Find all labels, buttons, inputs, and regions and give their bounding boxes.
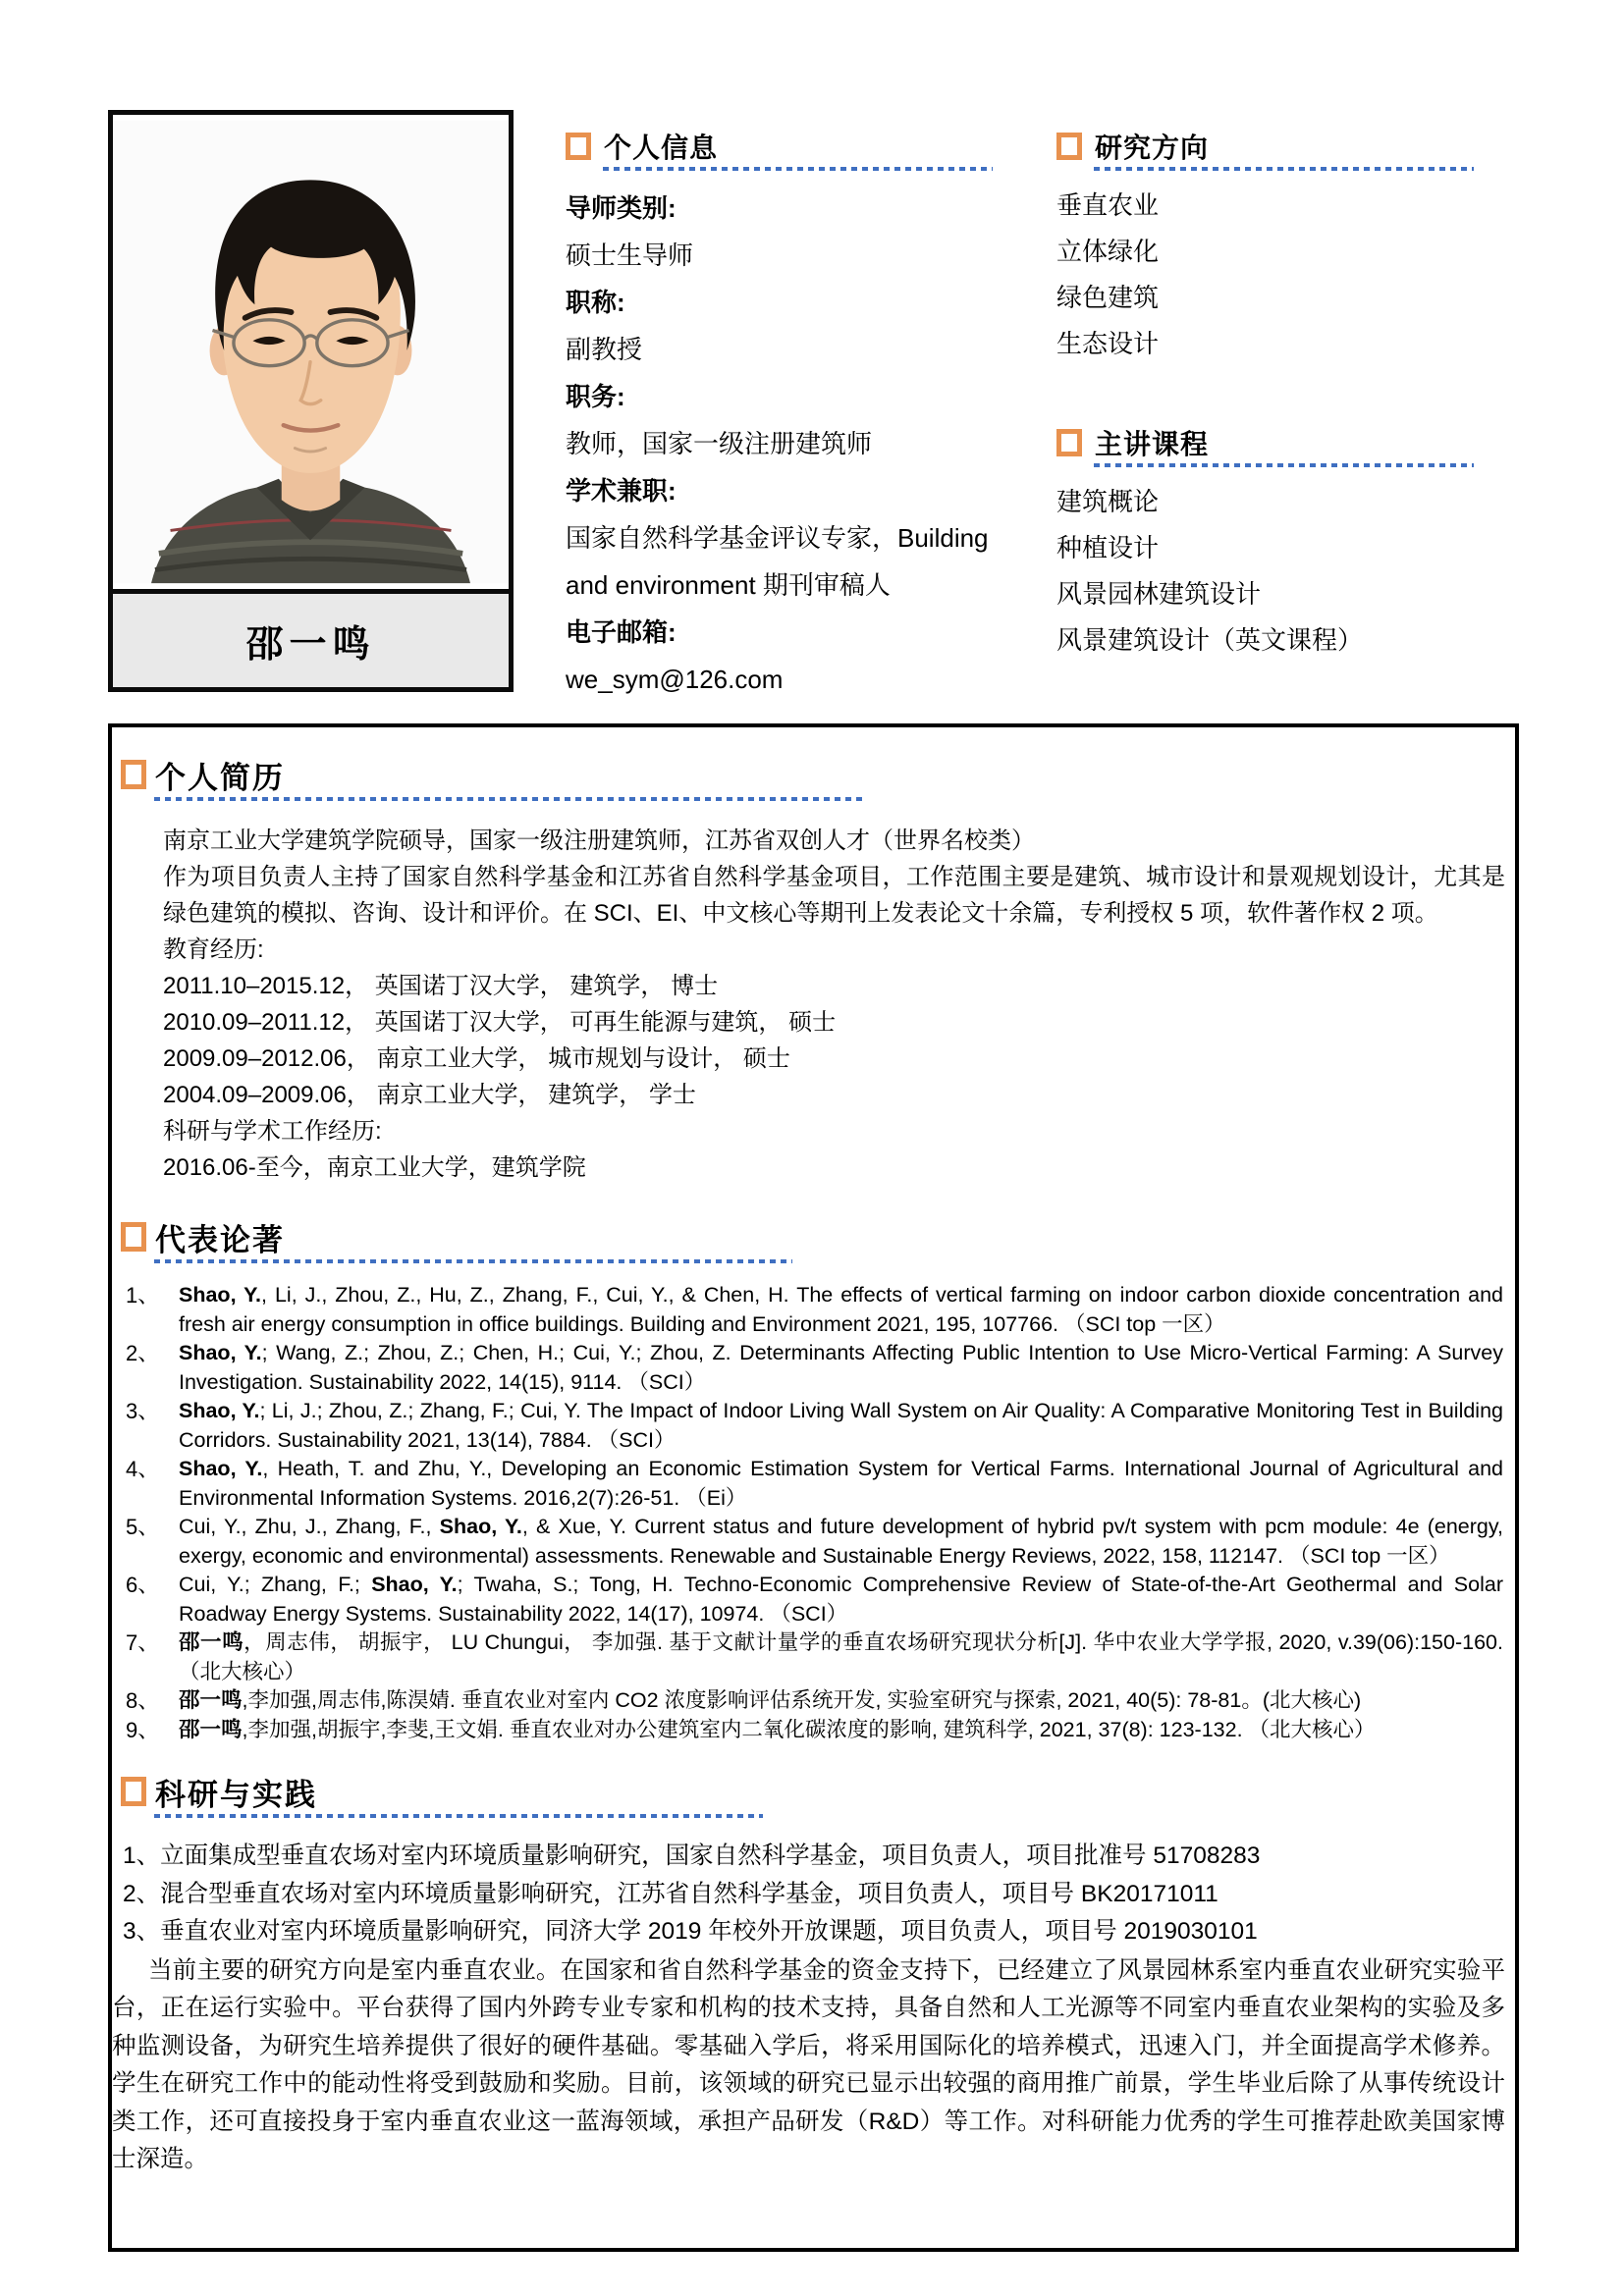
education-item: 2011.10–2015.12， 英国诺丁汉大学， 建筑学， 博士 xyxy=(163,973,719,999)
publication-text-segment: Shao, Y. xyxy=(179,1283,262,1307)
publication-text xyxy=(179,1629,1505,1686)
info-field-value: we_sym@126.com xyxy=(566,665,784,694)
publication-text xyxy=(179,1513,1505,1571)
dotted-divider xyxy=(154,1814,763,1818)
portrait-photo xyxy=(113,115,509,589)
publication-number: 8、 xyxy=(126,1688,160,1713)
research-direction-item: 生态设计 xyxy=(1056,329,1160,358)
publication-text-segment: Shao, Y. xyxy=(439,1515,522,1538)
resume-intro-line: 作为项目负责人主持了国家自然科学基金和江苏省自然科学基金项目，工作范围主要是建筑、城市设计和景观规划设计，尤其是绿色建筑的模拟、咨询、设计和评价。在 SCI、EI、中文核心等期刊上发表论文十余篇，专利授权 5 项，软件著作权 2 项。 xyxy=(163,864,1505,927)
publication-number: 1、 xyxy=(126,1283,160,1308)
section-marker-icon xyxy=(1056,133,1082,160)
publication-text-segment: Shao, Y. xyxy=(179,1399,260,1422)
dotted-divider xyxy=(154,797,866,801)
profile-photo-box xyxy=(108,110,514,692)
research-practice-header xyxy=(121,1770,1505,1813)
section-marker-icon xyxy=(1056,429,1082,456)
publication-number: 2、 xyxy=(126,1341,160,1365)
research-direction-item: 绿色建筑 xyxy=(1056,283,1160,312)
publication-item xyxy=(126,1281,1505,1339)
publication-text-segment: ; Li, J.; Zhou, Z.; Zhang, F.; Cui, Y. The Impact of Indoor Living Wall System on Air Quality: A Comparative Monitoring Test in Building Corridors. Sustainability 2021, 13(14), 7884. （SCI） xyxy=(179,1399,1503,1452)
publication-item xyxy=(126,1629,1505,1686)
publication-text xyxy=(179,1571,1505,1629)
publication-text-segment: ,李加强,周志伟,陈淏婧. 垂直农业对室内 CO2 浓度影响评估系统开发, 实验室研究与探索, 2021, 40(5): 78-81。(北大核心) xyxy=(242,1688,1362,1712)
research-practice-section xyxy=(112,1770,1505,2179)
publication-number: 5、 xyxy=(126,1515,160,1539)
work-experience-label: 科研与学术工作经历: xyxy=(163,1118,382,1145)
info-field-value: 教师，国家一级注册建筑师 xyxy=(566,429,873,458)
section-marker-icon xyxy=(121,1222,146,1252)
publications-section xyxy=(121,1215,1505,1744)
project-item: 1、立面集成型垂直农场对室内环境质量影响研究，国家自然科学基金，项目负责人，项目批准号 51708283 xyxy=(123,1842,1261,1869)
profile-name: 邵一鸣 xyxy=(113,589,509,687)
personal-info-fields xyxy=(566,185,993,703)
section-title: 科研与实践 xyxy=(155,1777,317,1812)
course-item: 风景园林建筑设计 xyxy=(1056,579,1262,609)
publications-header xyxy=(121,1215,1505,1258)
resume-body xyxy=(163,823,1505,1186)
publication-item xyxy=(126,1455,1505,1513)
projects-list xyxy=(123,1838,1505,1951)
publication-text-segment: ,李加强,胡振宇,李斐,王文娟. 垂直农业对办公建筑室内二氧化碳浓度的影响, 建筑科学, 2021, 37(8): 123-132. （北大核心） xyxy=(242,1717,1376,1741)
publication-number: 4、 xyxy=(126,1457,160,1481)
info-field-label: 导师类别: xyxy=(566,193,677,223)
section-title: 主讲课程 xyxy=(1095,429,1210,459)
research-direction-item: 垂直农业 xyxy=(1056,190,1160,220)
work-experience-item: 2016.06-至今，南京工业大学，建筑学院 xyxy=(163,1154,586,1181)
publication-item xyxy=(126,1686,1505,1716)
publication-text-segment: Shao, Y. xyxy=(179,1341,262,1364)
publication-item xyxy=(126,1397,1505,1455)
publication-text xyxy=(179,1716,1505,1745)
photo-area xyxy=(113,115,509,589)
section-title: 研究方向 xyxy=(1095,133,1210,163)
publication-text-segment: ; Twaha, S.; Tong, H. Techno-Economic Comprehensive Review of State-of-the-Art Geothermal and Solar Roadway Energy Systems. Sustainability 2022, 14(17), 10974. （SCI） xyxy=(179,1573,1503,1626)
publication-number: 3、 xyxy=(126,1399,160,1423)
courses-section xyxy=(1056,424,1474,664)
course-item: 种植设计 xyxy=(1056,533,1160,562)
section-title: 代表论著 xyxy=(155,1222,285,1257)
education-item: 2009.09–2012.06， 南京工业大学， 城市规划与设计， 硕士 xyxy=(163,1045,790,1072)
courses-header xyxy=(1056,424,1474,461)
publication-text-segment: , & Xue, Y. Current status and future development of hybrid pv/t system with pcm module: 4e (energy, exergy, economic and environmental) assessments. Renewable and Sustainable Energy Reviews, 2022, 158, 112147. （SCI top 一区） xyxy=(179,1515,1503,1568)
research-direction-item: 立体绿化 xyxy=(1056,237,1160,266)
publication-text-segment: Cui, Y.; Zhang, F.; xyxy=(179,1573,372,1596)
dotted-divider xyxy=(1094,167,1474,171)
research-directions-list xyxy=(1056,183,1474,367)
publication-text-segment: , Heath, T. and Zhu, Y., Developing an Economic Estimation System for Vertical Farms. International Journal of Agricultural and Environmental Information Systems. 2016,2(7):26-51. （Ei） xyxy=(179,1457,1503,1510)
publication-text-segment: 邵一鸣 xyxy=(179,1688,243,1712)
publication-number: 6、 xyxy=(126,1573,160,1597)
section-title: 个人简历 xyxy=(155,760,285,795)
publication-text-segment: 邵一鸣 xyxy=(179,1717,243,1741)
section-marker-icon xyxy=(121,1777,146,1806)
right-column xyxy=(1056,128,1474,664)
publication-item xyxy=(126,1716,1505,1745)
publication-text-segment: ; Wang, Z.; Zhou, Z.; Chen, H.; Cui, Y.; Zhou, Z. Determinants Affecting Public Intention to Use Micro-Vertical Farming: A Survey Investigation. Sustainability 2022, 14(15), 9114. （SCI） xyxy=(179,1341,1503,1394)
info-field-label: 职务: xyxy=(566,382,625,411)
personal-info-section xyxy=(566,128,993,703)
section-marker-icon xyxy=(566,133,591,160)
publication-item xyxy=(126,1513,1505,1571)
resume-section xyxy=(121,753,1505,1186)
publication-text-segment: ，周志伟， 胡振宇， LU Chungui， 李加强. 基于文献计量学的垂直农场研究现状分析[J]. 华中农业大学学报, 2020, v.39(06):150-160.（北大核心） xyxy=(179,1630,1503,1683)
research-directions-section xyxy=(1056,128,1474,367)
info-field-value: 副教授 xyxy=(566,335,643,364)
info-field-label: 学术兼职: xyxy=(566,476,677,506)
section-marker-icon xyxy=(121,760,146,789)
publication-text xyxy=(179,1339,1505,1397)
publication-text xyxy=(179,1686,1505,1716)
publication-text-segment: , Li, J., Zhou, Z., Hu, Z., Zhang, F., Cui, Y., & Chen, H. The effects of vertical farming on indoor carbon dioxide concentration and fresh air energy consumption in office buildings. Building and Environment 2021, 195, 107766. （SCI top 一区） xyxy=(179,1283,1504,1336)
project-item: 2、混合型垂直农场对室内环境质量影响研究，江苏省自然科学基金，项目负责人，项目号 BK20171011 xyxy=(123,1880,1218,1907)
dotted-divider xyxy=(603,167,993,171)
publication-text-segment: Shao, Y. xyxy=(179,1457,263,1480)
publication-text xyxy=(179,1455,1505,1513)
publication-text xyxy=(179,1397,1505,1455)
publication-item xyxy=(126,1571,1505,1629)
publication-text xyxy=(179,1281,1505,1339)
column-spacer xyxy=(1056,367,1474,424)
research-practice-paragraph: 当前主要的研究方向是室内垂直农业。在国家和省自然科学基金的资金支持下，已经建立了风景园林系室内垂直农业研究实验平台，正在运行实验中。平台获得了国内外跨专业专家和机构的技术支持，具备自然和人工光源等不同室内垂直农业架构的实验及多种监测设备，为研究生培养提供了很好的硬件基础。零基础入学后，将采用国际化的培养模式，迅速入门，并全面提高学术修养。学生在研究工作中的能动性将受到鼓励和奖励。目前，该领域的研究已显示出较强的商用推广前景，学生毕业后除了从事传统设计类工作，还可直接投身于室内垂直农业这一蓝海领域，承担产品研发（R&D）等工作。对科研能力优秀的学生可推荐赴欧美国家博士深造。 xyxy=(112,1956,1505,2172)
dotted-divider xyxy=(1094,463,1474,467)
publication-text-segment: Shao, Y. xyxy=(371,1573,458,1596)
education-item: 2004.09–2009.06， 南京工业大学， 建筑学， 学士 xyxy=(163,1082,696,1108)
research-directions-header xyxy=(1056,128,1474,165)
info-field-label: 职称: xyxy=(566,288,625,317)
publication-text-segment: Cui, Y., Zhu, J., Zhang, F., xyxy=(179,1515,440,1538)
education-label: 教育经历: xyxy=(163,936,264,963)
course-item: 建筑概论 xyxy=(1056,487,1160,516)
main-content-box xyxy=(108,723,1519,2252)
info-field-value: 硕士生导师 xyxy=(566,240,694,270)
project-item: 3、垂直农业对室内环境质量影响研究，同济大学 2019 年校外开放课题，项目负责人，项目号 2019030101 xyxy=(123,1918,1258,1945)
course-item: 风景建筑设计（英文课程） xyxy=(1056,625,1364,655)
personal-info-header xyxy=(566,128,993,165)
publication-text-segment: 邵一鸣 xyxy=(179,1630,244,1654)
resume-header xyxy=(121,753,1505,796)
courses-list xyxy=(1056,479,1474,664)
info-field-value: 国家自然科学基金评议专家，Building and environment 期刊审稿人 xyxy=(566,523,989,600)
publication-item xyxy=(126,1339,1505,1397)
publication-number: 7、 xyxy=(126,1630,160,1655)
education-item: 2010.09–2011.12， 英国诺丁汉大学， 可再生能源与建筑， 硕士 xyxy=(163,1009,837,1036)
publication-number: 9、 xyxy=(126,1717,160,1742)
publications-list xyxy=(126,1281,1505,1744)
dotted-divider xyxy=(154,1259,792,1263)
resume-intro-line: 南京工业大学建筑学院硕导，国家一级注册建筑师，江苏省双创人才（世界名校类） xyxy=(163,828,1035,854)
info-field-label: 电子邮箱: xyxy=(566,617,677,647)
section-title: 个人信息 xyxy=(604,133,719,163)
